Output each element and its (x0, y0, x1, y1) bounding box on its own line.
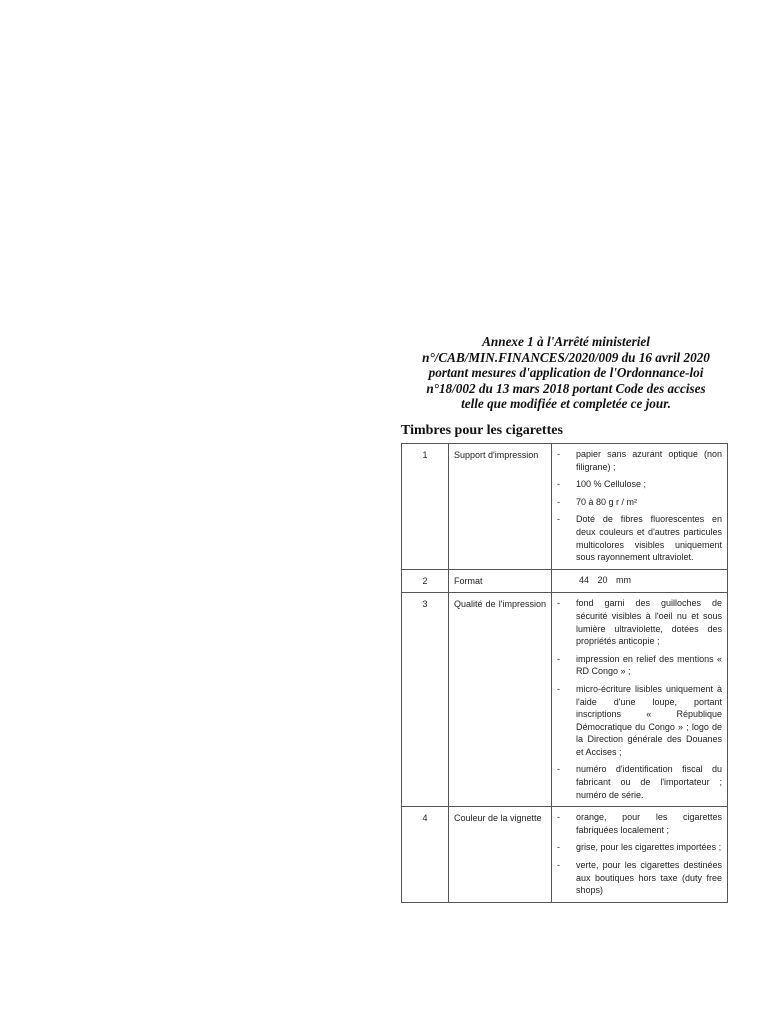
list-item (554, 859, 722, 897)
row-label (449, 593, 552, 807)
item-text: Doté de fibres fluorescentes en deux couleurs et d'autres particules multicolores visibles uniquement sous rayonnement ultraviolet. (576, 514, 722, 563)
bullet-dash: - (557, 842, 560, 853)
bullet-dash: - (557, 860, 560, 871)
row-description (552, 444, 728, 570)
list-item (554, 448, 722, 473)
bullet-dash: - (557, 598, 560, 609)
item-text: grise, pour les cigarettes importées ; (576, 842, 722, 853)
annex-title (397, 334, 735, 412)
list-item (554, 496, 722, 509)
bullet-dash: - (557, 764, 560, 775)
annex-title-line: n°18/002 du 13 mars 2018 portant Code des accises (426, 380, 706, 396)
item-text: 70 à 80 g r / m² (576, 496, 638, 507)
list-item (554, 478, 722, 491)
annex-title-line: n°/CAB/MIN.FINANCES/2020/009 du 16 avril 2020 (422, 349, 710, 365)
bullet-dash: - (557, 653, 560, 664)
section-heading: Timbres pour les cigarettes (401, 423, 563, 438)
row-number: 3 (402, 593, 449, 807)
annex-title-line: portant mesures d'application de l'Ordonnance-loi (428, 365, 704, 381)
item-text: papier sans azurant optique (non filigrane) ; (576, 449, 722, 472)
list-item (554, 841, 722, 854)
row-label: Couleur de la vignette (449, 807, 552, 903)
table-row (402, 444, 728, 570)
bullet-dash: - (557, 449, 560, 459)
bullet-dash: - (557, 496, 560, 507)
bullet-dash: - (557, 514, 560, 525)
bullet-dash: - (557, 812, 560, 823)
item-text: micro-écriture lisibles uniquement à l'aide d'une loupe, portant inscriptions « République Démocratique du Congo » ; logo de la Direction générale des Douanes et Accises ; (576, 683, 722, 757)
format-value: 44 20 mm (579, 574, 632, 585)
stamps-table (401, 443, 728, 903)
row-label: Format (449, 569, 552, 593)
row-label-text: Qualité de l'impression (454, 599, 546, 610)
table-row (402, 593, 728, 807)
item-text: orange, pour les cigarettes fabriquées localement ; (576, 812, 722, 835)
item-text: numéro d'identification fiscal du fabricant ou de l'importateur ; numéro de série. (576, 764, 722, 800)
row-number: 4 (402, 807, 449, 903)
list-item (554, 653, 722, 678)
item-text: 100 % Cellulose ; (576, 479, 647, 490)
list-item (554, 513, 722, 563)
bullet-dash: - (557, 683, 560, 694)
annex-title-line: telle que modifiée et completée ce jour. (461, 396, 671, 412)
row-number: 2 (402, 569, 449, 593)
row-description (552, 807, 728, 903)
list-item (554, 597, 722, 647)
annex-title-line: Annexe 1 à l'Arrêté ministeriel (482, 334, 650, 349)
table-row (402, 807, 728, 903)
row-description (552, 569, 728, 593)
row-label: Support d'impression (449, 444, 552, 570)
row-number: 1 (402, 444, 449, 570)
item-text: impression en relief des mentions « RD Congo » ; (576, 653, 722, 677)
bullet-dash: - (557, 479, 560, 490)
item-text: fond garni des guilloches de sécurité visibles à l'oeil nu et sous lumière ultraviolette, dotées des propriétés anticopie ; (576, 598, 722, 647)
list-item (554, 811, 722, 836)
list-item (554, 683, 722, 759)
table-row (402, 569, 728, 593)
item-text: verte, pour les cigarettes destinées aux boutiques hors taxe (duty free shops) (576, 860, 722, 896)
list-item (554, 763, 722, 801)
row-description (552, 593, 728, 807)
